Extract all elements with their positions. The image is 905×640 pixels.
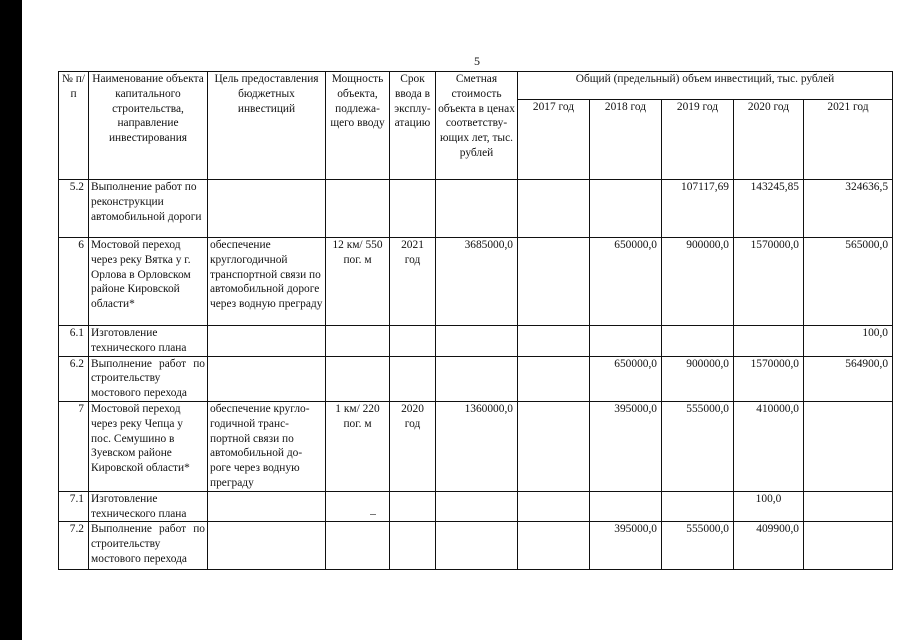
cell-2019 xyxy=(662,326,734,357)
cell-2020 xyxy=(734,326,804,357)
cell-2020: 409900,0 xyxy=(734,522,804,570)
cell-goal: обеспечение кругло-годичной транс-портной связи по автомобильной до-роге через водную преграду xyxy=(208,401,326,491)
cell-name: Изготовление технического плана xyxy=(89,326,208,357)
cell-cost xyxy=(436,356,518,401)
cell-2021 xyxy=(804,522,893,570)
cell-cost xyxy=(436,491,518,522)
cell-2018 xyxy=(590,180,662,238)
cell-2017 xyxy=(518,491,590,522)
table-row xyxy=(59,180,893,238)
cell-2021: 564900,0 xyxy=(804,356,893,401)
cell-2017 xyxy=(518,401,590,491)
cell-2019: 555000,0 xyxy=(662,522,734,570)
cell-goal xyxy=(208,522,326,570)
header-year-2019: 2019 год xyxy=(662,100,734,180)
cell-2018 xyxy=(590,491,662,522)
cell-num: 6 xyxy=(59,238,89,326)
investment-table xyxy=(58,71,893,570)
cell-cost xyxy=(436,522,518,570)
cell-capacity xyxy=(326,491,390,522)
cell-2018: 395000,0 xyxy=(590,401,662,491)
cell-2019: 900000,0 xyxy=(662,356,734,401)
cell-num: 6.2 xyxy=(59,356,89,401)
cell-2020: 100,0 xyxy=(734,491,804,522)
cell-num: 6.1 xyxy=(59,326,89,357)
cell-goal xyxy=(208,326,326,357)
cell-2018 xyxy=(590,326,662,357)
cell-name: Изготовление технического плана xyxy=(89,491,208,522)
header-term: Срок ввода в эксплу-атацию xyxy=(390,72,436,180)
header-year-2021: 2021 год xyxy=(804,100,893,180)
cell-2017 xyxy=(518,238,590,326)
cell-2018: 650000,0 xyxy=(590,238,662,326)
cell-name: Мостовой переход через реку Вятка у г. Орлова в Орловском районе Кировской области* xyxy=(89,238,208,326)
cell-term xyxy=(390,491,436,522)
cell-2020: 1570000,0 xyxy=(734,238,804,326)
header-num: № п/п xyxy=(59,72,89,180)
header-capacity: Мощность объекта, подлежа-щего вводу xyxy=(326,72,390,180)
cell-cost xyxy=(436,180,518,238)
header-invest-group: Общий (предельный) объем инвестиций, тыс. рублей xyxy=(518,72,893,100)
table-row xyxy=(59,401,893,491)
cell-name: Выполнение работ по строительству мостового перехода xyxy=(89,522,208,570)
cell-term xyxy=(390,356,436,401)
cell-cost xyxy=(436,326,518,357)
cell-num: 5.2 xyxy=(59,180,89,238)
header-name: Наименование объекта капитального строительства, направление инвестирования xyxy=(89,72,208,180)
cell-capacity: 12 км/ 550 пог. м xyxy=(326,238,390,326)
table-row xyxy=(59,491,893,522)
header-year-2017: 2017 год xyxy=(518,100,590,180)
cell-2020: 143245,85 xyxy=(734,180,804,238)
cell-num: 7 xyxy=(59,401,89,491)
cell-2021: 565000,0 xyxy=(804,238,893,326)
cell-cost: 3685000,0 xyxy=(436,238,518,326)
cell-2017 xyxy=(518,522,590,570)
cell-2018: 650000,0 xyxy=(590,356,662,401)
cell-2021 xyxy=(804,491,893,522)
cell-2019: 555000,0 xyxy=(662,401,734,491)
scan-left-edge xyxy=(0,0,22,640)
cell-capacity xyxy=(326,326,390,357)
cell-2021: 100,0 xyxy=(804,326,893,357)
cell-name: Выполнение работ по реконструкции автомобильной дороги xyxy=(89,180,208,238)
cell-capacity: 1 км/ 220 пог. м xyxy=(326,401,390,491)
cell-term xyxy=(390,180,436,238)
cell-name: Выполнение работ по строительству мостового перехода xyxy=(89,356,208,401)
cell-2020: 410000,0 xyxy=(734,401,804,491)
cell-2019: 107117,69 xyxy=(662,180,734,238)
scan-speck xyxy=(370,514,376,515)
cell-cost: 1360000,0 xyxy=(436,401,518,491)
cell-goal xyxy=(208,180,326,238)
cell-goal: обеспечение круглогодичной транспортной связи по автомобильной дороге через водную преграду xyxy=(208,238,326,326)
cell-2017 xyxy=(518,180,590,238)
cell-term xyxy=(390,326,436,357)
table-row xyxy=(59,326,893,357)
cell-capacity xyxy=(326,356,390,401)
table-row xyxy=(59,238,893,326)
cell-2021: 324636,5 xyxy=(804,180,893,238)
cell-2017 xyxy=(518,326,590,357)
header-goal: Цель предоставления бюджетных инвестиций xyxy=(208,72,326,180)
cell-goal xyxy=(208,356,326,401)
header-year-2018: 2018 год xyxy=(590,100,662,180)
header-cost: Сметная стоимость объекта в ценах соответству-ющих лет, тыс. рублей xyxy=(436,72,518,180)
cell-2018: 395000,0 xyxy=(590,522,662,570)
page-number: 5 xyxy=(474,54,480,68)
cell-2019: 900000,0 xyxy=(662,238,734,326)
cell-2017 xyxy=(518,356,590,401)
cell-2020: 1570000,0 xyxy=(734,356,804,401)
header-year-2020: 2020 год xyxy=(734,100,804,180)
cell-goal xyxy=(208,491,326,522)
cell-term: 2020 год xyxy=(390,401,436,491)
cell-term: 2021 год xyxy=(390,238,436,326)
cell-name: Мостовой переход через реку Чепца у пос. Семушино в Зуевском районе Кировской области* xyxy=(89,401,208,491)
cell-2021 xyxy=(804,401,893,491)
table-row xyxy=(59,522,893,570)
cell-num: 7.1 xyxy=(59,491,89,522)
cell-num: 7.2 xyxy=(59,522,89,570)
table-row xyxy=(59,356,893,401)
cell-2019 xyxy=(662,491,734,522)
cell-capacity xyxy=(326,180,390,238)
cell-capacity xyxy=(326,522,390,570)
cell-term xyxy=(390,522,436,570)
